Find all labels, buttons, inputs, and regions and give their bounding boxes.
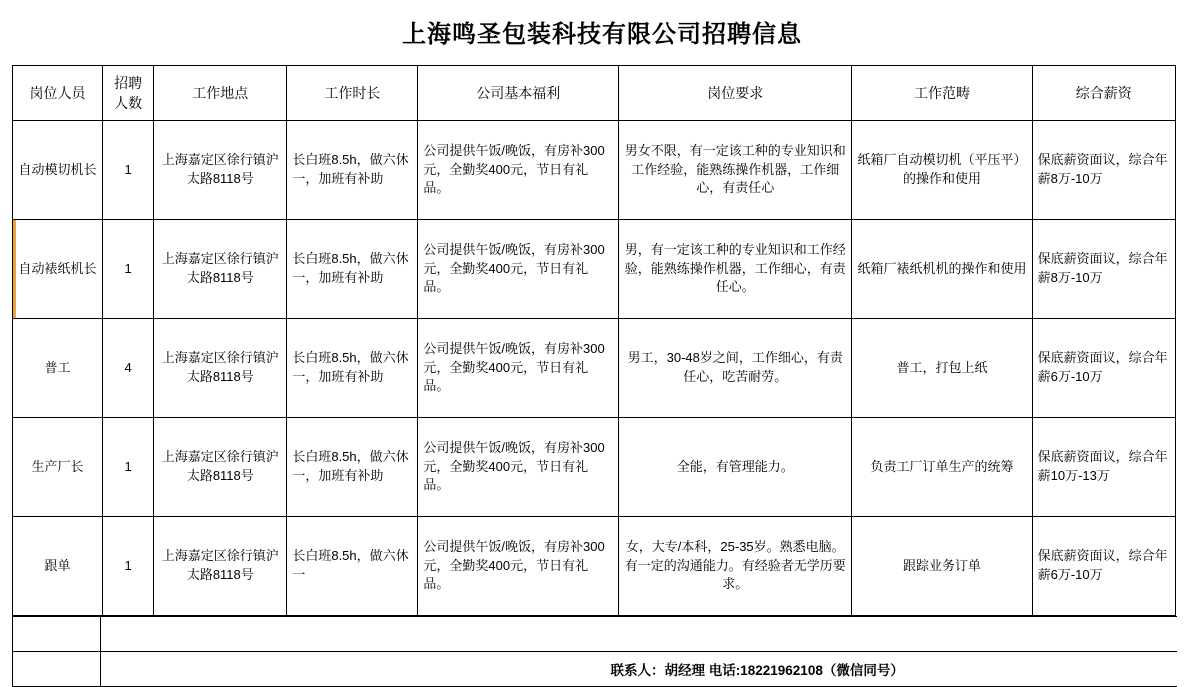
cell-requirement: 男，有一定该工种的专业知识和工作经验，能熟练操作机器，工作细心，有责任心。 <box>619 220 852 319</box>
table-row[interactable] <box>13 517 1176 616</box>
cell-welfare: 公司提供午饭/晚饭，有房补300元，全勤奖400元，节日有礼品。 <box>418 319 619 418</box>
cell-scope: 纸箱厂裱纸机机的操作和使用 <box>852 220 1032 319</box>
recruitment-table <box>12 65 1176 616</box>
column-header-role: 岗位人员 <box>13 66 103 121</box>
cell-scope: 纸箱厂自动模切机（平压平）的操作和使用 <box>852 121 1032 220</box>
cell-role: 自动裱纸机长 <box>13 220 103 319</box>
cell-salary: 保底薪资面议，综合年薪6万-10万 <box>1032 517 1175 616</box>
table-row[interactable] <box>13 418 1176 517</box>
cell-hours: 长白班8.5h，做六休一，加班有补助 <box>287 220 418 319</box>
footer-spacer-row <box>13 617 1177 652</box>
cell-welfare: 公司提供午饭/晚饭，有房补300元，全勤奖400元，节日有礼品。 <box>418 517 619 616</box>
cell-scope: 跟踪业务订单 <box>852 517 1032 616</box>
column-header-count: 招聘人数 <box>103 66 154 121</box>
footer-blank-left <box>13 617 101 652</box>
column-header-welfare: 公司基本福利 <box>418 66 619 121</box>
cell-requirement: 全能，有管理能力。 <box>619 418 852 517</box>
cell-count: 1 <box>103 517 154 616</box>
column-header-place: 工作地点 <box>154 66 287 121</box>
footer-table <box>12 616 1177 687</box>
cell-role: 生产厂长 <box>13 418 103 517</box>
cell-salary: 保底薪资面议，综合年薪10万-13万 <box>1032 418 1175 517</box>
cell-welfare: 公司提供午饭/晚饭，有房补300元，全勤奖400元，节日有礼品。 <box>418 220 619 319</box>
table-header <box>13 66 1176 121</box>
cell-role: 跟单 <box>13 517 103 616</box>
cell-salary: 保底薪资面议，综合年薪6万-10万 <box>1032 319 1175 418</box>
cell-hours: 长白班8.5h，做六休一 <box>287 517 418 616</box>
page-title: 上海鸣圣包装科技有限公司招聘信息 <box>402 21 802 48</box>
footer-contact-row <box>13 652 1177 687</box>
cell-hours: 长白班8.5h，做六休一，加班有补助 <box>287 319 418 418</box>
cell-requirement: 女，大专/本科，25-35岁。熟悉电脑。有一定的沟通能力。有经验者无学历要求。 <box>619 517 852 616</box>
cell-place: 上海嘉定区徐行镇沪太路8118号 <box>154 418 287 517</box>
column-header-requirement: 岗位要求 <box>619 66 852 121</box>
cell-place: 上海嘉定区徐行镇沪太路8118号 <box>154 517 287 616</box>
cell-role: 普工 <box>13 319 103 418</box>
footer-area <box>12 616 1176 687</box>
table-header-row <box>13 66 1176 121</box>
cell-count: 1 <box>103 121 154 220</box>
cell-welfare: 公司提供午饭/晚饭，有房补300元，全勤奖400元，节日有礼品。 <box>418 121 619 220</box>
column-header-salary: 综合薪资 <box>1032 66 1175 121</box>
cell-role: 自动模切机长 <box>13 121 103 220</box>
cell-count: 4 <box>103 319 154 418</box>
cell-hours: 长白班8.5h，做六休一，加班有补助 <box>287 418 418 517</box>
column-header-scope: 工作范畴 <box>852 66 1032 121</box>
cell-count: 1 <box>103 220 154 319</box>
footer-blank-mid-2 <box>101 652 605 687</box>
cell-place: 上海嘉定区徐行镇沪太路8118号 <box>154 121 287 220</box>
footer-blank-mid <box>101 617 605 652</box>
table-body <box>13 121 1176 616</box>
cell-scope: 负责工厂订单生产的统筹 <box>852 418 1032 517</box>
cell-welfare: 公司提供午饭/晚饭，有房补300元，全勤奖400元，节日有礼品。 <box>418 418 619 517</box>
cell-requirement: 男工，30-48岁之间，工作细心，有责任心，吃苦耐劳。 <box>619 319 852 418</box>
cell-place: 上海嘉定区徐行镇沪太路8118号 <box>154 319 287 418</box>
contact-text: 联系人：胡经理 电话:18221962108（微信同号） <box>610 663 904 678</box>
table-row[interactable] <box>13 121 1176 220</box>
cell-salary: 保底薪资面议，综合年薪8万-10万 <box>1032 220 1175 319</box>
contact-info <box>605 652 1177 687</box>
footer-blank-left-2 <box>13 652 101 687</box>
cell-hours: 长白班8.5h，做六休一，加班有补助 <box>287 121 418 220</box>
cell-requirement: 男女不限，有一定该工种的专业知识和工作经验，能熟练操作机器，工作细心，有责任心 <box>619 121 852 220</box>
column-header-hours: 工作时长 <box>287 66 418 121</box>
footer-blank-right <box>605 617 1177 652</box>
table-row[interactable] <box>13 319 1176 418</box>
cell-salary: 保底薪资面议，综合年薪8万-10万 <box>1032 121 1175 220</box>
cell-count: 1 <box>103 418 154 517</box>
cell-scope: 普工，打包上纸 <box>852 319 1032 418</box>
cell-place: 上海嘉定区徐行镇沪太路8118号 <box>154 220 287 319</box>
table-row[interactable] <box>13 220 1176 319</box>
